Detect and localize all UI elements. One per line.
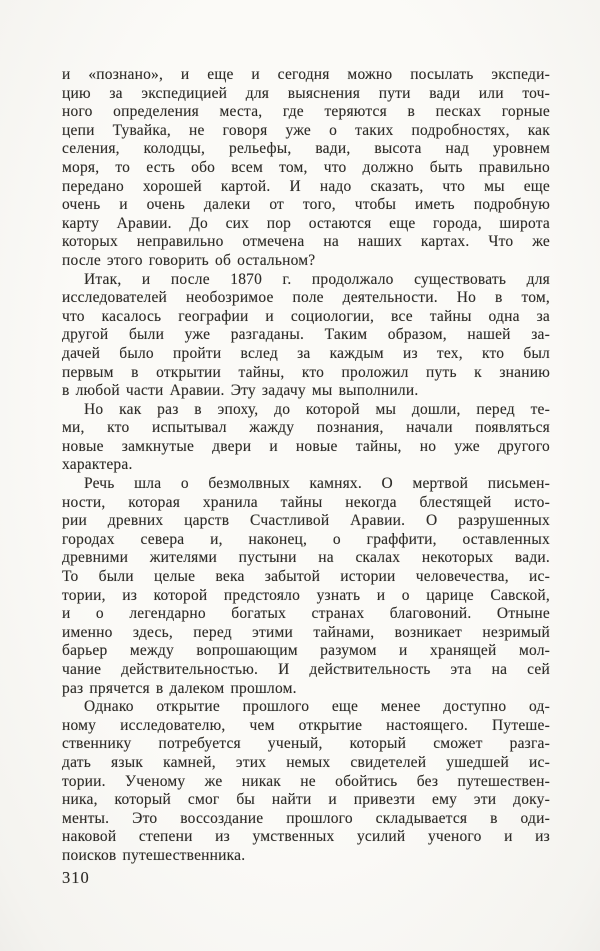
paragraph <box>62 271 550 401</box>
text-line: моря, то есть обо всем том, что должно быть правильно <box>62 158 550 176</box>
text-line: ному исследователю, чем открытие настоящего. Путеше- <box>62 716 550 734</box>
text-line: ности, которая хранила тайны некогда блестящей исто- <box>62 493 550 511</box>
text-line: ственнику потребуется ученый, который сможет разга- <box>62 735 550 753</box>
text-line: Речь шла о безмолвных камнях. О мертвой письмен- <box>84 475 550 493</box>
text-line: новые замкнутые двери и новые тайны, но уже другого <box>62 437 550 455</box>
text-line: Итак, и после 1870 г. продолжало существовать для <box>84 270 550 288</box>
text-line: очень и очень далеки от того, чтобы иметь подробную <box>62 196 550 214</box>
text-line: что касалось географии и социологии, все тайны одна за <box>62 307 550 325</box>
text-line: другой были уже разгаданы. Таким образом, нашей за- <box>62 326 550 344</box>
text-line: передано хорошей картой. И надо сказать, что мы еще <box>62 177 550 195</box>
text-line: карту Аравии. До сих пор остаются еще города, широта <box>62 214 550 232</box>
text-line: исследователей необозримое поле деятельности. Но в том, <box>62 289 550 307</box>
page-number: 310 <box>62 868 90 887</box>
text-line: Однако открытие прошлого еще менее доступно од- <box>84 698 550 716</box>
paragraph <box>62 401 550 475</box>
text-line: чание действительностью. И действительность эта на сей <box>62 661 550 678</box>
text-line: раз прячется в далеком прошлом. <box>62 679 297 697</box>
text-line: ника, который смог бы найти и привезти ему эти доку- <box>62 791 550 809</box>
text-line: тории. Ученому же никак не обойтись без путешествен- <box>62 772 550 790</box>
text-line: цепи Тувайка, не говоря уже о таких подробностях, как <box>62 121 550 139</box>
text-line: ми, кто испытывал жажду познания, начали появляться <box>62 419 550 437</box>
text-line: дать язык камней, этих немых свидетелей ушедшей ис- <box>62 753 550 771</box>
text-line: Но как раз в эпоху, до которой мы дошли, перед те- <box>84 400 550 418</box>
text-line: рии древних царств Счастливой Аравии. О разрушенных <box>62 512 550 530</box>
text-line: барьер между вопрошающим разумом и хранящей мол- <box>62 642 550 660</box>
text-line: городах севера и, наконец, о граффити, оставленных <box>62 530 550 548</box>
text-line: поисков путешественника. <box>62 846 246 864</box>
text-line: селения, колодцы, рельефы, вади, высота над уровнем <box>62 140 550 158</box>
paragraph <box>62 66 550 271</box>
page-text <box>62 66 550 866</box>
text-line: в любой части Аравии. Эту задачу мы выполнили. <box>62 382 419 400</box>
text-line: и «познано», и еще и сегодня можно посылать экспеди- <box>62 66 550 83</box>
paragraph <box>62 475 550 698</box>
text-line: тории, из которой предстояло узнать и о царице Савской, <box>62 586 550 604</box>
text-line: первым в открытии тайны, кто проложил путь к знанию <box>62 363 550 381</box>
text-line: цию за экспедицией для выяснения пути вади или точ- <box>62 84 550 102</box>
text-line: То были целые века забытой истории человечества, ис- <box>62 568 550 586</box>
text-line: древними жителями пустыни на скалах некоторых вади. <box>62 549 550 567</box>
text-line: после этого говорить об остальном? <box>62 251 316 269</box>
text-line: дачей было пройти вслед за каждым из тех, кто был <box>62 344 550 362</box>
text-line: характера. <box>62 456 133 474</box>
text-line: именно здесь, перед этими тайнами, возникает незримый <box>62 623 550 641</box>
text-line: наковой степени из умственных усилий ученого и из <box>62 828 550 846</box>
text-line: ного определения места, где теряются в песках горные <box>62 103 550 121</box>
text-line: менты. Это воссоздание прошлого складывается в оди- <box>62 809 550 827</box>
paragraph <box>62 698 550 865</box>
text-line: которых неправильно отмечена на наших картах. Что же <box>62 233 550 251</box>
text-line: и о легендарно богатых странах благовоний. Отныне <box>62 605 550 623</box>
